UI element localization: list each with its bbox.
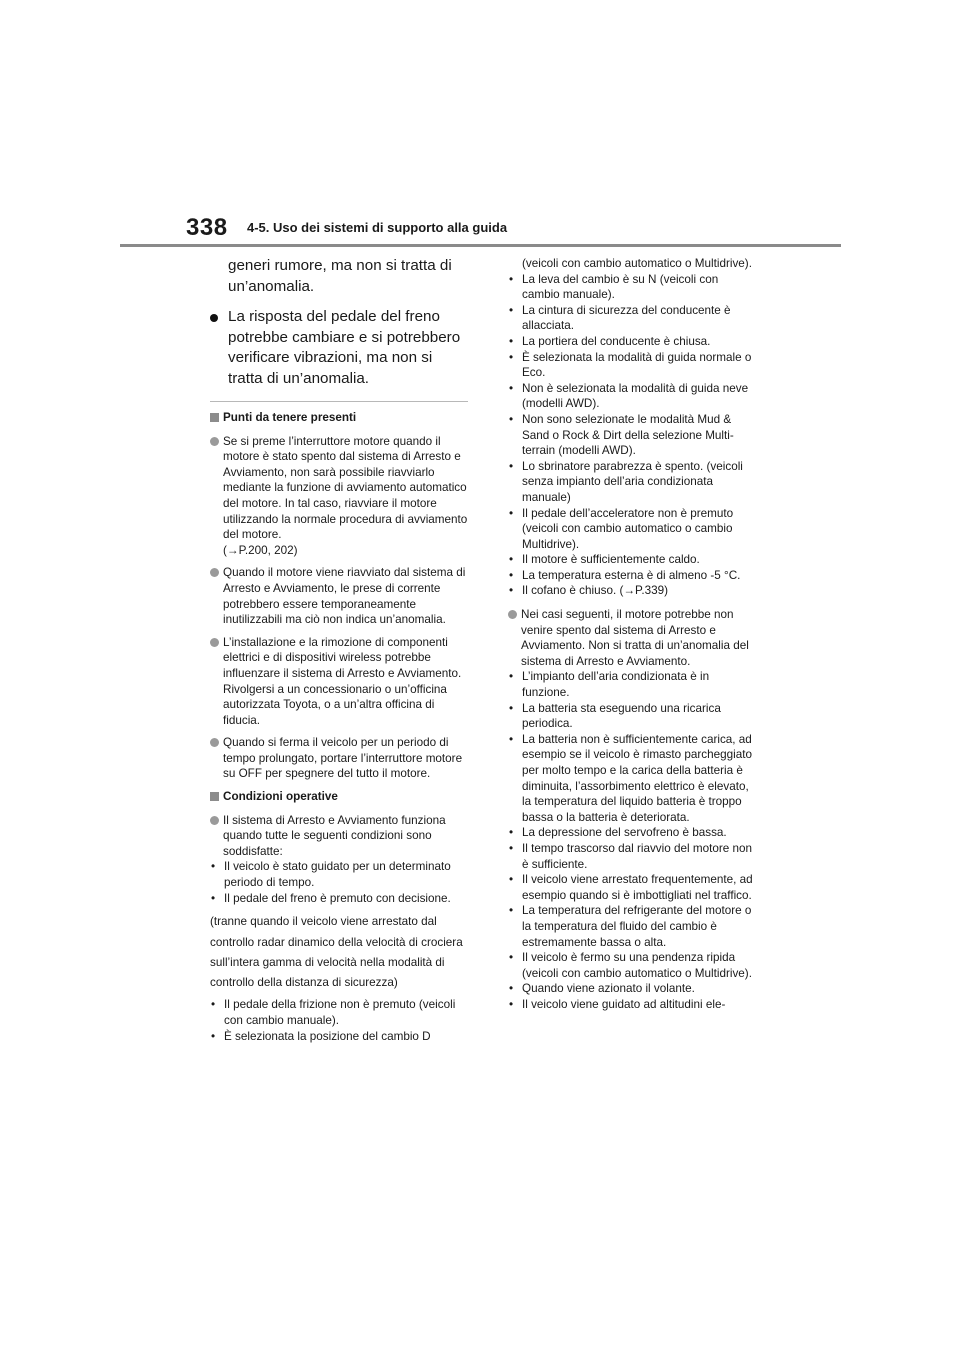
- circle-bullet-icon: [508, 610, 517, 619]
- continued-text: generi rumore, ma non si tratta di un’anomalia.: [228, 257, 452, 295]
- list-item: • La portiera del conducente è chiusa.: [509, 334, 711, 348]
- circle-bullet-icon: [210, 738, 219, 747]
- list-item: • Il veicolo viene arrestato frequentemente, ad esempio quando si è imbottigliati nel traffico.: [509, 873, 753, 902]
- square-bullet-icon: [210, 792, 219, 801]
- list-item: • La temperatura del refrigerante del motore o la temperatura del fluido del cambio è estremamente bassa o alta.: [509, 904, 752, 949]
- list-item: • Il cofano è chiuso. (→P.339): [509, 584, 668, 598]
- conditions-list: [210, 997, 468, 1044]
- heading-text: Punti da tenere presenti: [223, 411, 357, 424]
- list-item: • È selezionata la posizione del cambio D: [211, 1029, 431, 1043]
- list-item: • Il pedale del freno è premuto con decisione.: [211, 891, 451, 905]
- note-item: [210, 434, 468, 559]
- list-item: • L’impianto dell’aria condizionata è in funzione.: [509, 670, 710, 700]
- list-item: • La cintura di sicurezza del conducente è allacciata.: [509, 303, 731, 333]
- list-item: • È selezionata la modalità di guida normale o Eco.: [509, 350, 752, 380]
- note-text: Nei casi seguenti, il motore potrebbe non venire spento dal sistema di Arresto e Avviamento. Non si tratta di un’anomalia del sistema di Arresto e Avviamento.: [521, 608, 749, 668]
- note-item: [210, 635, 468, 729]
- page-number: 338: [186, 214, 228, 241]
- page-reference: (→P.200, 202): [223, 543, 298, 557]
- note-text: Se si preme l’interruttore motore quando il motore è stato spento dal sistema di Arresto e Avviamento, non sarà possibile riavviarlo mediante la funzione di avviamento automatico del motore. In tal caso, riavviare il motore utilizzando la normale procedura di avviamento del motore.: [223, 434, 468, 542]
- section-title: 4-5. Uso dei sistemi di supporto alla guida: [247, 220, 508, 235]
- note-item: [210, 565, 468, 627]
- note-item: [508, 607, 758, 1012]
- circle-bullet-icon: [210, 437, 219, 446]
- note-text: Quando il motore viene riavviato dal sistema di Arresto e Avviamento, le prese di corrente potrebbero essere temporaneamente inutilizzabili ma ciò non indica un’anomalia.: [223, 566, 466, 627]
- list-item: • La temperatura esterna è di almeno -5 °C.: [509, 568, 741, 582]
- page-header: [0, 0, 960, 250]
- large-text-block: [210, 256, 468, 389]
- circle-bullet-icon: [210, 638, 219, 647]
- list-item: • Non sono selezionate le modalità Mud & Sand o Rock & Dirt della selezione Multi-terrain (modelli AWD).: [509, 412, 734, 458]
- list-item: • La depressione del servofreno è bassa.: [509, 826, 727, 840]
- header-divider: [120, 244, 841, 247]
- note-text: Il sistema di Arresto e Avviamento funziona quando tutte le seguenti condizioni sono soddisfatte:: [223, 813, 446, 858]
- list-item: • Il motore è sufficientemente caldo.: [509, 553, 700, 567]
- list-item: • Il veicolo viene guidato ad altitudini ele-: [509, 997, 726, 1011]
- exceptions-list: [508, 669, 758, 1012]
- conditions-list: [210, 859, 468, 906]
- list-item: • Il veicolo è fermo su una pendenza ripida (veicoli con cambio automatico o Multidrive).: [509, 951, 752, 980]
- list-item: • Il veicolo è stato guidato per un determinato periodo di tempo.: [211, 860, 451, 890]
- list-item: • La batteria non è sufficientemente carica, ad esempio se il veicolo è rimasto parcheggiato per molto tempo e la carica della batteria è diminuita, l’assorbimento elettrico è elevato, la temperatura del liquido batteria è troppo bassa o la batteria è deteriorata.: [509, 732, 752, 824]
- note-item: [210, 813, 468, 907]
- bullet-dot-icon: [210, 314, 218, 322]
- right-column: [508, 256, 758, 1020]
- circle-bullet-icon: [210, 568, 219, 577]
- conditions-list: [508, 272, 758, 599]
- list-item: • Lo sbrinatore parabrezza è spento. (veicoli senza impianto dell’aria condizionata manuale): [509, 459, 743, 504]
- list-item: • Il pedale dell’acceleratore non è premuto (veicoli con cambio automatico o cambio Multidrive).: [509, 506, 734, 551]
- large-bullet-text: La risposta del pedale del freno potrebbe cambiare e si potrebbero verificare vibrazioni, ma non si tratta di un’anomalia.: [228, 308, 461, 387]
- heading-condizioni: [210, 789, 468, 805]
- notes-block: [210, 410, 468, 1044]
- circle-bullet-icon: [210, 816, 219, 825]
- notes-block: [508, 256, 758, 1013]
- large-bullet-item: [210, 307, 468, 389]
- list-item: • Il tempo trascorso dal riavvio del motore non è sufficiente.: [509, 841, 752, 871]
- note-item: [210, 735, 468, 782]
- note-text: Quando si ferma il veicolo per un periodo di tempo prolungato, portare l’interruttore motore su OFF per spegnere del tutto il motore.: [223, 736, 463, 781]
- heading-punti: [210, 410, 468, 426]
- heading-text: Condizioni operative: [223, 790, 338, 804]
- list-item: • Non è selezionata la modalità di guida neve (modelli AWD).: [509, 381, 749, 411]
- list-item: • La batteria sta eseguendo una ricarica periodica.: [509, 701, 721, 731]
- left-column: [210, 256, 468, 1044]
- section-divider: [210, 401, 468, 402]
- list-item: • Quando viene azionato il volante.: [509, 982, 695, 996]
- list-item: • La leva del cambio è su N (veicoli con cambio manuale).: [509, 272, 719, 302]
- parenthetical-text: (tranne quando il veicolo viene arrestato dal controllo radar dinamico della velocità di crociera sull’intera gamma di velocità nella modalità di controllo della distanza di sicurezza): [210, 915, 463, 990]
- note-text: L’installazione e la rimozione di componenti elettrici e di dispositivi wireless potrebbe influenzare il sistema di Arresto e Avviamento. Rivolgersi a un concessionario o un’officina autorizzata Toyota, o a un’altra officina di fiducia.: [223, 635, 462, 727]
- list-item: • Il pedale della frizione non è premuto (veicoli con cambio manuale).: [211, 998, 456, 1027]
- square-bullet-icon: [210, 413, 219, 422]
- continued-text: (veicoli con cambio automatico o Multidrive).: [522, 257, 752, 270]
